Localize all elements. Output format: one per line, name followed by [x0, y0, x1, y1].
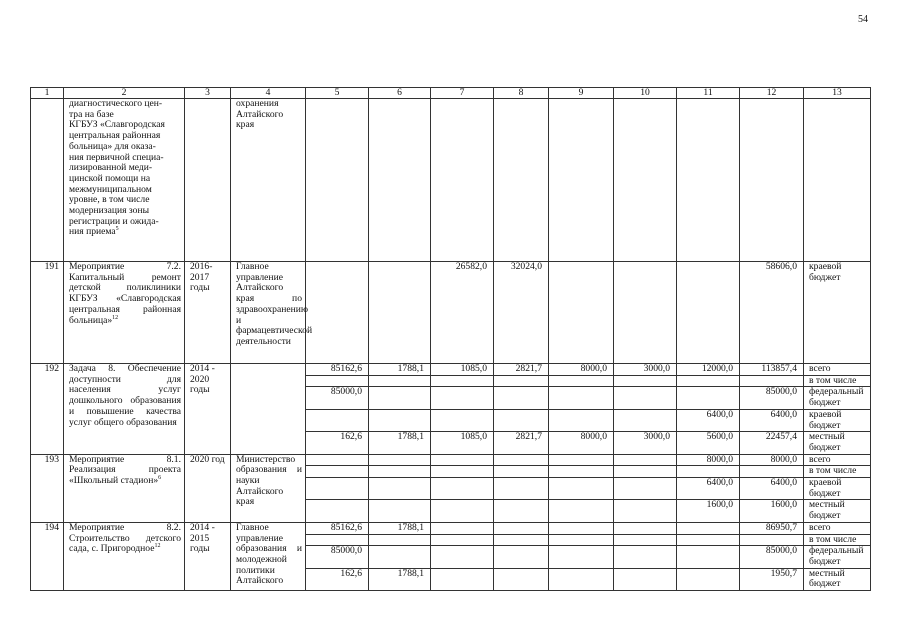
- value-cell: 86950,7: [740, 522, 804, 534]
- column-header: 11: [677, 88, 740, 99]
- column-number-row: [31, 88, 871, 99]
- row-description: Мероприятие 8.1. Реализация проекта «Школьный стадион»$^6$: [64, 454, 185, 522]
- value-cell: 1085,0: [431, 432, 494, 454]
- funding-source: в том числе: [804, 466, 871, 478]
- value-cell: 113857,4: [740, 364, 804, 376]
- value-cell: 1950,7: [740, 568, 804, 590]
- value-cell: 162,6: [306, 432, 369, 454]
- value-cell: 6400,0: [677, 409, 740, 431]
- continued-executor: охранения Алтайского края: [231, 99, 306, 262]
- row-description: Мероприятие 7.2. Капитальный ремонт детской поликлиники КГБУЗ «Славгородская центральная районная больница»$^{12}$: [64, 262, 185, 364]
- column-header: 13: [804, 88, 871, 99]
- funding-source: в том числе: [804, 375, 871, 387]
- table-row-192: [31, 364, 871, 376]
- row-number: 191: [31, 262, 64, 364]
- column-header: 4: [231, 88, 306, 99]
- value-cell: 8000,0: [740, 454, 804, 466]
- value-cell: 12000,0: [677, 364, 740, 376]
- column-header: 3: [185, 88, 231, 99]
- table-row-continuation: [31, 99, 871, 262]
- column-header: 6: [369, 88, 431, 99]
- value-cell: 1600,0: [740, 500, 804, 522]
- value-cell: 2821,7: [494, 364, 549, 376]
- row-period: 2014 - 2020 годы: [185, 364, 231, 455]
- column-header: 7: [431, 88, 494, 99]
- row-period: 2020 год: [185, 454, 231, 522]
- funding-source: местный бюджет: [804, 500, 871, 522]
- value-cell: 85000,0: [740, 546, 804, 568]
- funding-source: всего: [804, 364, 871, 376]
- value-cell: 6400,0: [740, 478, 804, 500]
- table-row-194: [31, 522, 871, 534]
- value-cell: 85000,0: [306, 387, 369, 409]
- row-number: 193: [31, 454, 64, 522]
- value-cell: 26582,0: [431, 262, 494, 364]
- footnote-mark: 6: [158, 474, 162, 481]
- funding-source: краевой бюджет: [804, 409, 871, 431]
- value-cell: 8000,0: [549, 364, 614, 376]
- column-header: 8: [494, 88, 549, 99]
- funding-source: краевой бюджет: [804, 262, 871, 364]
- funding-source: всего: [804, 522, 871, 534]
- column-header: 12: [740, 88, 804, 99]
- row-number: 194: [31, 522, 64, 590]
- value-cell: 85000,0: [306, 546, 369, 568]
- value-cell: 6400,0: [677, 478, 740, 500]
- value-cell: 5600,0: [677, 432, 740, 454]
- value-cell: 1788,1: [369, 432, 431, 454]
- value-cell: 58606,0: [740, 262, 804, 364]
- row-description: Мероприятие 8.2. Строительство детского сада, с. Пригородное$^{12}$: [64, 522, 185, 590]
- value-cell: 3000,0: [614, 432, 677, 454]
- row-description: Задача 8. Обеспечение доступности для населения услуг дошкольного образования и повышение качества услуг общего образования: [64, 364, 185, 455]
- table-row-191: [31, 262, 871, 364]
- value-cell: 22457,4: [740, 432, 804, 454]
- value-cell: 1788,1: [369, 522, 431, 534]
- row-executor: [231, 364, 306, 455]
- value-cell: 3000,0: [614, 364, 677, 376]
- value-cell: 2821,7: [494, 432, 549, 454]
- row-number: 192: [31, 364, 64, 455]
- value-cell: 162,6: [306, 568, 369, 590]
- funding-source: в том числе: [804, 534, 871, 546]
- column-header: 1: [31, 88, 64, 99]
- funding-source: федеральный бюджет: [804, 387, 871, 409]
- funding-source: местный бюджет: [804, 568, 871, 590]
- table-row-193: [31, 454, 871, 466]
- value-cell: 8000,0: [549, 432, 614, 454]
- value-cell: 1085,0: [431, 364, 494, 376]
- footnote-mark: 5: [115, 226, 119, 233]
- value-cell: 8000,0: [677, 454, 740, 466]
- funding-source: федеральный бюджет: [804, 546, 871, 568]
- column-header: 5: [306, 88, 369, 99]
- column-header: 10: [614, 88, 677, 99]
- row-executor: Главное управление образования и молодежной политики Алтайского: [231, 522, 306, 590]
- footnote-mark: 12: [112, 314, 119, 321]
- page-number: 54: [858, 14, 868, 25]
- funding-source: краевой бюджет: [804, 478, 871, 500]
- column-header: 9: [549, 88, 614, 99]
- continued-description: диагностического цен- тра на базе КГБУЗ «Славгородская центральная районная больница» для оказа- ния первичной специа- лизированной меди- цинской помощи на межмуниципальном уровне, в том числе модернизация зоны регистрации и ожида- ния приема$^5$: [64, 99, 185, 262]
- value-cell: 32024,0: [494, 262, 549, 364]
- value-cell: 6400,0: [740, 409, 804, 431]
- value-cell: 1788,1: [369, 364, 431, 376]
- funding-source: всего: [804, 454, 871, 466]
- row-period: 2016-2017 годы: [185, 262, 231, 364]
- row-executor: Главное управление Алтайского края по здравоохранению и фармацевтической деятельности: [231, 262, 306, 364]
- value-cell: 1600,0: [677, 500, 740, 522]
- footnote-mark: 12: [154, 543, 161, 550]
- value-cell: 85162,6: [306, 522, 369, 534]
- row-executor: Министерство образования и науки Алтайского края: [231, 454, 306, 522]
- value-cell: 85162,6: [306, 364, 369, 376]
- funding-source: местный бюджет: [804, 432, 871, 454]
- value-cell: 1788,1: [369, 568, 431, 590]
- row-period: 2014 - 2015 годы: [185, 522, 231, 590]
- value-cell: 85000,0: [740, 387, 804, 409]
- column-header: 2: [64, 88, 185, 99]
- budget-table: [30, 87, 871, 591]
